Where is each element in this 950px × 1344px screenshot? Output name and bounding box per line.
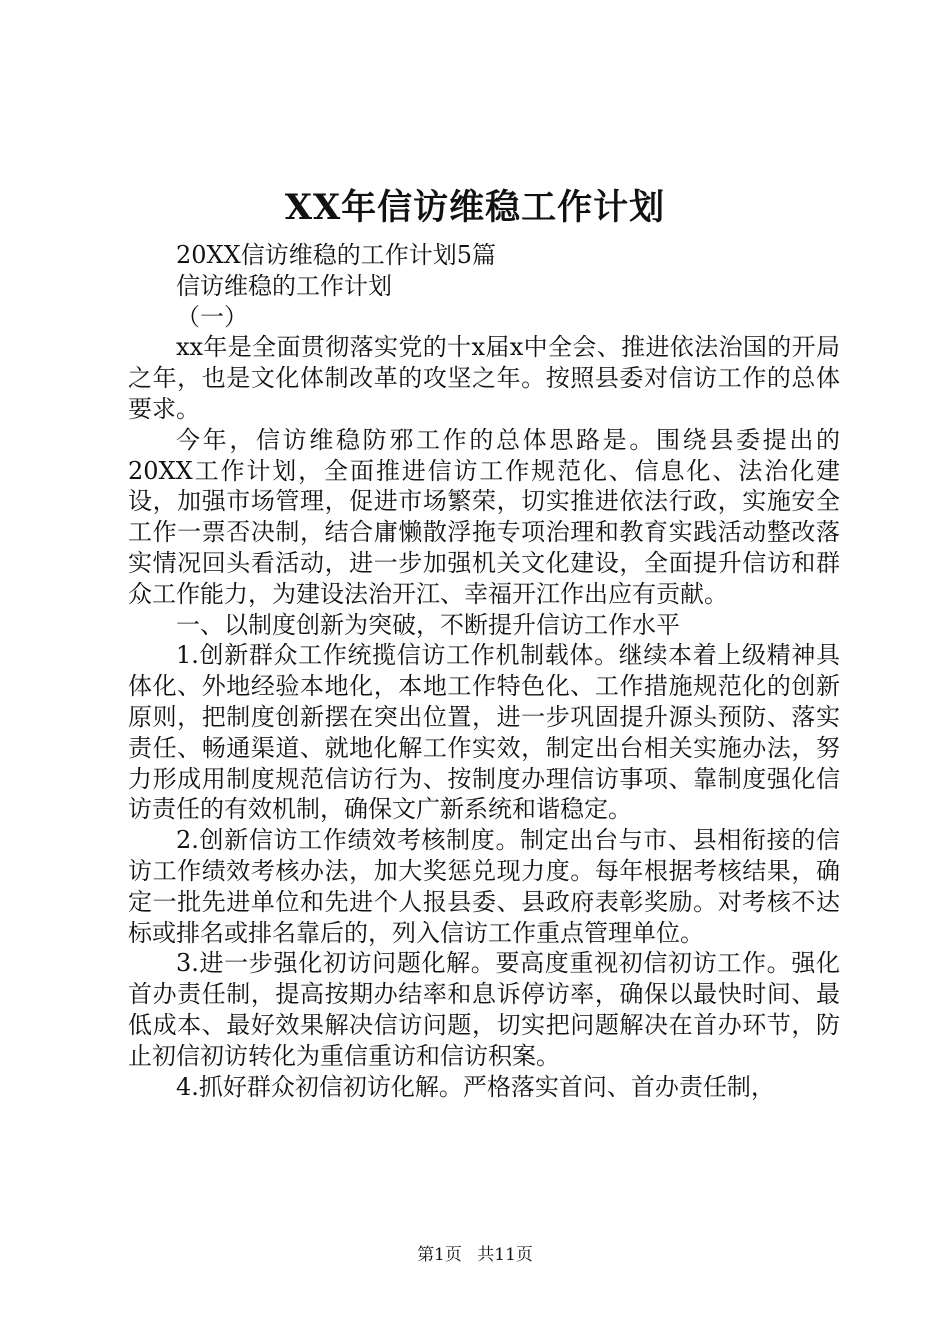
page-number: 第1页 [417,1245,462,1265]
paragraph: 1.创新群众工作统揽信访工作机制载体。继续本着上级精神具体化、外地经验本地化，本地工作特色化、工作措施规范化的创新原则，把制度创新摆在突出位置，进一步巩固提升源头预防、落实责任、畅通渠道、就地化解工作实效，制定出台相关实施办法，努力形成用制度规范信访行为、按制度办理信访事项、靠制度强化信访责任的有效机制，确保文广新系统和谐稳定。 [128,641,840,824]
subtitle-line: 20XX信访维稳的工作计划5篇 [176,241,496,269]
page-footer [0,1244,950,1266]
document-title: XX年信访维稳工作计划 [284,187,666,228]
document-body [128,240,840,1102]
paragraph: xx年是全面贯彻落实党的十x届x中全会、推进依法治国的开局之年，也是文化体制改革的攻坚之年。按照县委对信访工作的总体要求。 [128,333,840,423]
section-heading: 信访维稳的工作计划 [176,271,392,300]
paragraph: 今年，信访维稳防邪工作的总体思路是。围绕县委提出的20XX工作计划，全面推进信访工作规范化、信息化、法治化建设，加强市场管理，促进市场繁荣，切实推进依法行政，实施安全工作一票否决制，结合庸懒散浮拖专项治理和教育实践活动整改落实情况回头看活动，进一步加强机关文化建设，全面提升信访和群众工作能力，为建设法治开江、幸福开江作出应有贡献。 [128,425,840,608]
page-total: 共11页 [477,1245,533,1265]
paragraph: 2.创新信访工作绩效考核制度。制定出台与市、县相衔接的信访工作绩效考核办法，加大奖惩兑现力度。每年根据考核结果，确定一批先进单位和先进个人报县委、县政府表彰奖励。对考核不达标或排名或排名靠后的，列入信访工作重点管理单位。 [128,826,840,947]
section-number: （一） [176,302,248,331]
section-heading: 一、以制度创新为突破，不断提升信访工作水平 [176,610,680,639]
paragraph: 3.进一步强化初访问题化解。要高度重视初信初访工作。强化首办责任制，提高按期办结率和息诉停访率，确保以最快时间、最低成本、最好效果解决信访问题，切实把问题解决在首办环节，防止初信初访转化为重信重访和信访积案。 [128,949,840,1070]
paragraph: 4.抓好群众初信初访化解。严格落实首问、首办责任制， [176,1072,775,1101]
